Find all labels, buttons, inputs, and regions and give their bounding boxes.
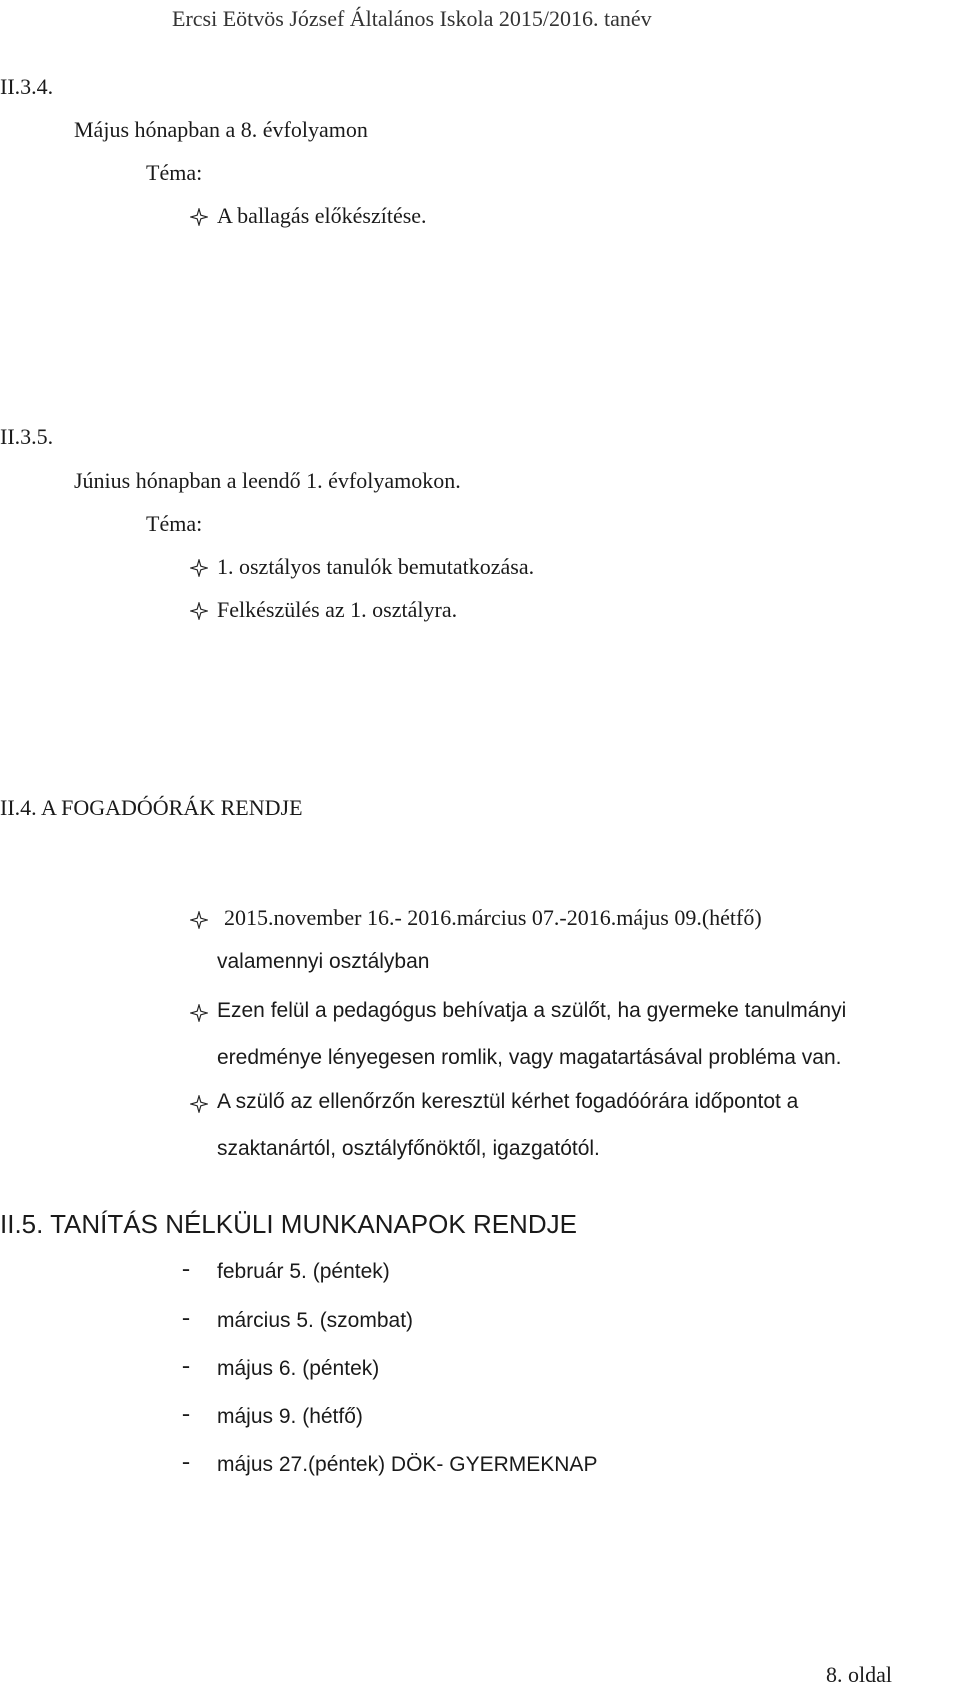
list-item-line: 2015.november 16.- 2016.március 07.-2016.május 09.(hétfő) bbox=[224, 905, 762, 930]
list-item-line: szaktanártól, osztályfőnöktől, igazgatótól. bbox=[217, 1137, 600, 1160]
star-bullet-icon bbox=[190, 208, 208, 226]
list-item-line: Ezen felül a pedagógus behívatja a szülőt, ha gyermeke tanulmányi bbox=[217, 999, 847, 1022]
dash-bullet: - bbox=[182, 1305, 190, 1331]
section-number: II.3.4. bbox=[0, 74, 54, 99]
list-item: február 5. (péntek) bbox=[217, 1260, 390, 1283]
dash-bullet: - bbox=[182, 1401, 190, 1427]
list-item: május 27.(péntek) DÖK- GYERMEKNAP bbox=[217, 1453, 598, 1476]
list-item: március 5. (szombat) bbox=[217, 1309, 414, 1332]
list-item: Felkészülés az 1. osztályra. bbox=[217, 597, 458, 622]
list-item: A ballagás előkészítése. bbox=[217, 203, 427, 228]
star-bullet-icon bbox=[190, 602, 208, 620]
list-item-line: eredménye lényegesen romlik, vagy magatartásával probléma van. bbox=[217, 1046, 842, 1069]
section-heading: Május hónapban a 8. évfolyamon bbox=[74, 117, 368, 142]
dash-bullet: - bbox=[182, 1256, 190, 1282]
list-item-line: valamennyi osztályban bbox=[217, 950, 430, 973]
dash-bullet: - bbox=[182, 1353, 190, 1379]
section-heading: Június hónapban a leendő 1. évfolyamokon. bbox=[74, 468, 461, 493]
page-header: Ercsi Eötvös József Általános Iskola 2015/2016. tanév bbox=[172, 6, 652, 31]
section-number: II.3.5. bbox=[0, 424, 54, 449]
dash-bullet: - bbox=[182, 1449, 190, 1475]
list-item-line: A szülő az ellenőrzőn keresztül kérhet fogadóórára időpontot a bbox=[217, 1090, 799, 1113]
list-item: május 6. (péntek) bbox=[217, 1357, 380, 1380]
star-bullet-icon bbox=[190, 911, 208, 929]
star-bullet-icon bbox=[190, 1095, 208, 1113]
section-heading: II.5. TANÍTÁS NÉLKÜLI MUNKANAPOK RENDJE bbox=[0, 1209, 577, 1239]
topic-label: Téma: bbox=[146, 160, 203, 185]
page-number: 8. oldal bbox=[826, 1662, 892, 1687]
list-item: 1. osztályos tanulók bemutatkozása. bbox=[217, 554, 535, 579]
section-heading: II.4. A FOGADÓÓRÁK RENDJE bbox=[0, 795, 303, 820]
topic-label: Téma: bbox=[146, 511, 203, 536]
star-bullet-icon bbox=[190, 559, 208, 577]
star-bullet-icon bbox=[190, 1004, 208, 1022]
list-item: május 9. (hétfő) bbox=[217, 1405, 363, 1428]
